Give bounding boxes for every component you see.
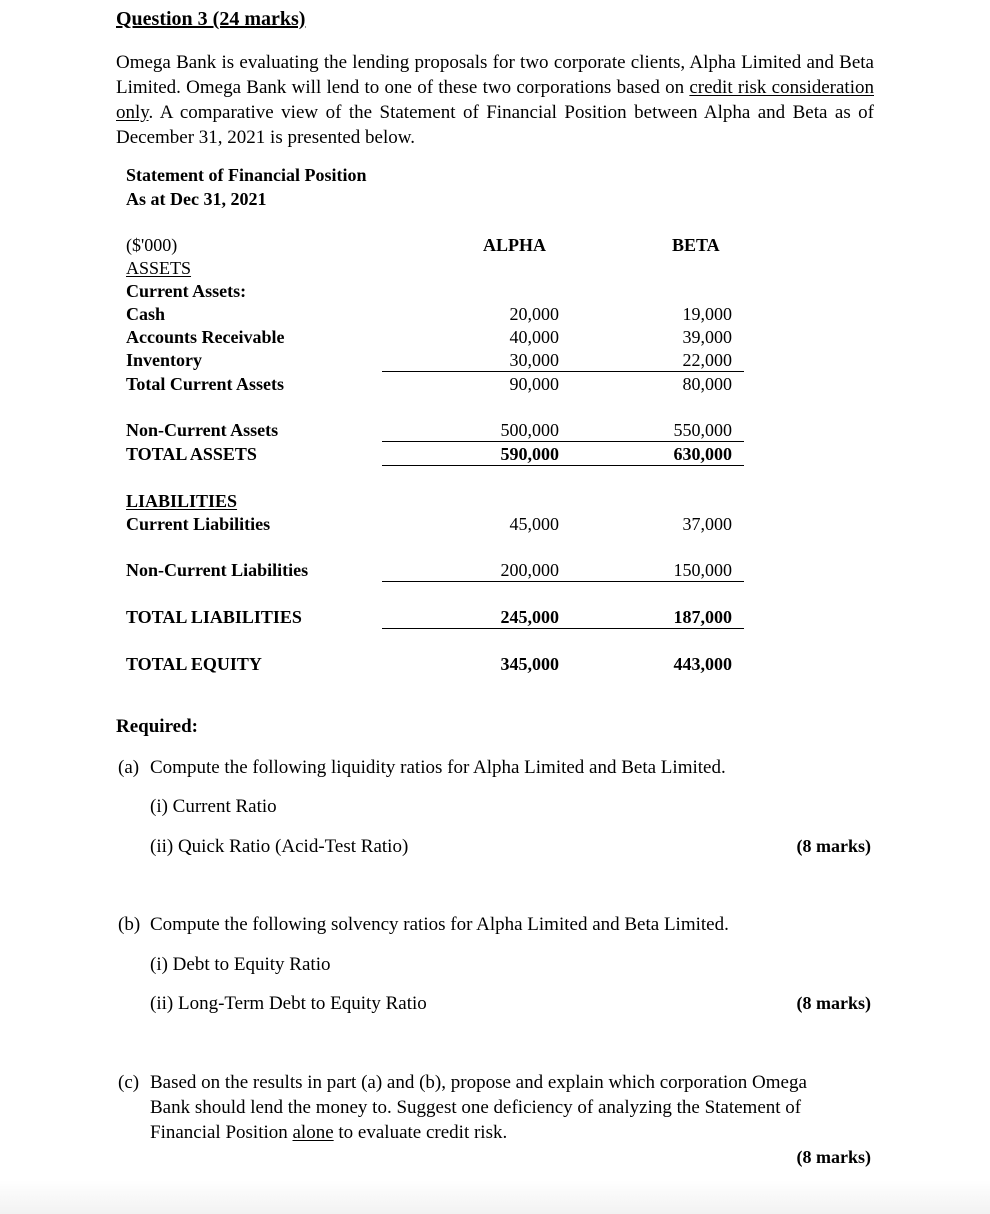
row-label-total-assets: TOTAL ASSETS	[126, 444, 257, 464]
beta-total-assets: 630,000	[673, 444, 732, 464]
beta-total-liabilities: 187,000	[673, 607, 732, 627]
beta-current-liabilities: 37,000	[682, 514, 732, 534]
column-header-beta: BETA	[672, 235, 720, 255]
intro-text-1: Omega Bank is evaluating the lending proposals for two corporate clients, Alpha Limited and Beta Limited. Omega Bank will lend to one of these two corporations based on	[116, 52, 874, 98]
question-title: Question 3 (24 marks)	[116, 8, 306, 30]
statement-heading: Statement of Financial Position	[126, 165, 367, 185]
alpha-non-current-liabilities: 200,000	[500, 560, 559, 580]
current-assets-label: Current Assets:	[126, 281, 247, 301]
divider-non-current-liabilities	[382, 581, 744, 582]
row-label-total-equity: TOTAL EQUITY	[126, 654, 262, 674]
column-header-alpha: ALPHA	[483, 235, 546, 255]
row-label-inventory: Inventory	[126, 350, 202, 370]
divider-total-liabilities	[382, 628, 744, 629]
part-c-line-3-post: to evaluate credit risk.	[333, 1122, 508, 1143]
part-c-underlined: alone	[292, 1122, 334, 1143]
divider-total-assets	[382, 465, 744, 466]
part-c-line-3-pre: Financial Position	[150, 1122, 293, 1143]
part-c-line-3	[150, 1122, 507, 1144]
part-a-item-i: (i) Current Ratio	[150, 796, 277, 817]
part-a-marks: (8 marks)	[796, 836, 871, 856]
part-c-marks: (8 marks)	[796, 1147, 871, 1167]
row-label-cash: Cash	[126, 304, 166, 324]
part-a-text: Compute the following liquidity ratios for Alpha Limited and Beta Limited.	[150, 757, 726, 778]
row-label-total-liabilities: TOTAL LIABILITIES	[126, 607, 302, 627]
row-label-non-current-assets: Non-Current Assets	[126, 420, 279, 440]
beta-receivables: 39,000	[682, 327, 732, 347]
row-label-receivables: Accounts Receivable	[126, 327, 285, 347]
alpha-inventory: 30,000	[509, 350, 559, 370]
liabilities-label: LIABILITIES	[126, 491, 238, 511]
part-a-item-ii: (ii) Quick Ratio (Acid-Test Ratio)	[150, 836, 409, 857]
part-a-marker: (a)	[118, 757, 140, 778]
beta-total-current-assets: 80,000	[682, 374, 732, 394]
row-label-total-current-assets: Total Current Assets	[126, 374, 285, 394]
unit-label: ($'000)	[126, 235, 178, 255]
alpha-total-assets: 590,000	[500, 444, 559, 464]
intro-paragraph	[116, 50, 874, 150]
beta-inventory: 22,000	[682, 350, 732, 370]
alpha-receivables: 40,000	[509, 327, 559, 347]
part-b-text: Compute the following solvency ratios for Alpha Limited and Beta Limited.	[150, 914, 729, 935]
alpha-cash: 20,000	[509, 304, 559, 324]
required-heading: Required:	[116, 716, 198, 737]
intro-text-2: . A comparative view of the Statement of Financial Position between Alpha and Beta as of December 31, 2021 is presented below.	[116, 102, 874, 148]
part-c-marker: (c)	[118, 1072, 140, 1093]
beta-non-current-liabilities: 150,000	[673, 560, 732, 580]
row-label-current-liabilities: Current Liabilities	[126, 514, 271, 534]
alpha-current-liabilities: 45,000	[509, 514, 559, 534]
part-b-item-i: (i) Debt to Equity Ratio	[150, 954, 331, 975]
alpha-total-equity: 345,000	[500, 654, 559, 674]
page-bottom-edge	[0, 1180, 990, 1214]
divider-current-assets	[382, 371, 744, 372]
statement-subheading: As at Dec 31, 2021	[126, 189, 267, 209]
alpha-total-liabilities: 245,000	[500, 607, 559, 627]
part-c-line-1: Based on the results in part (a) and (b), propose and explain which corporation Omega	[150, 1072, 807, 1093]
row-label-non-current-liabilities: Non-Current Liabilities	[126, 560, 309, 580]
part-c-line-2: Bank should lend the money to. Suggest one deficiency of analyzing the Statement of	[150, 1097, 802, 1118]
assets-label: ASSETS	[126, 258, 192, 278]
part-b-item-ii: (ii) Long-Term Debt to Equity Ratio	[150, 993, 427, 1014]
alpha-total-current-assets: 90,000	[509, 374, 559, 394]
part-b-marker: (b)	[118, 914, 141, 935]
alpha-non-current-assets: 500,000	[500, 420, 559, 440]
beta-non-current-assets: 550,000	[673, 420, 732, 440]
part-b-marks: (8 marks)	[796, 993, 871, 1013]
beta-cash: 19,000	[682, 304, 732, 324]
divider-non-current-assets	[382, 441, 744, 442]
intro-underlined: credit risk consideration only	[116, 77, 874, 123]
beta-total-equity: 443,000	[673, 654, 732, 674]
